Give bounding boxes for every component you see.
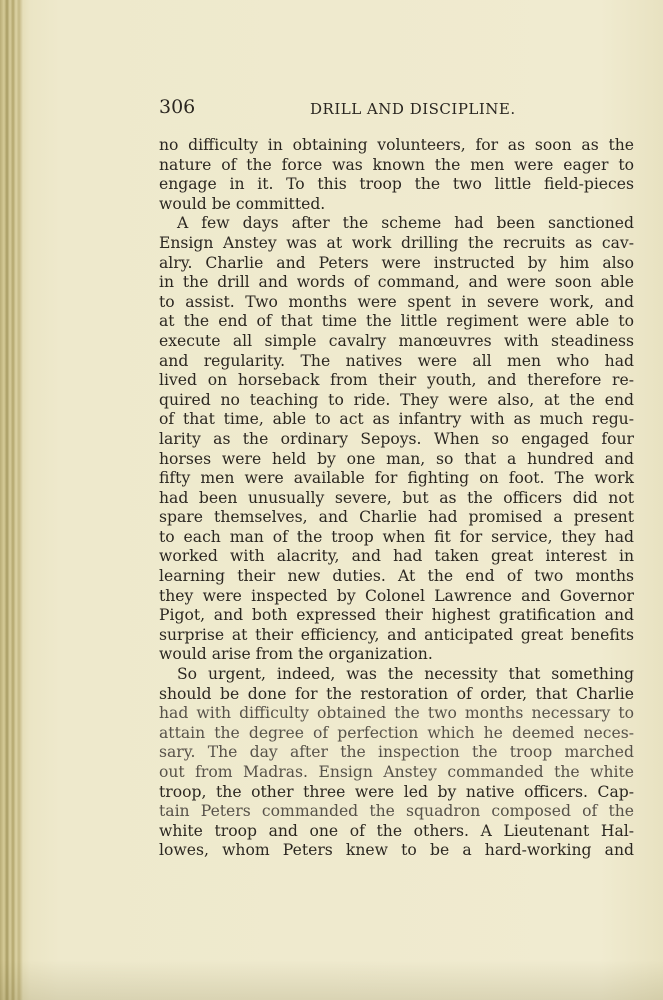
text-line: would arise from the organization. [159, 645, 433, 664]
text-line: A few days after the scheme had been sanctioned [177, 214, 634, 233]
text-line: sary. The day after the inspection the troop marched [159, 743, 634, 762]
text-line: to assist. Two months were spent in severe work, and [159, 292, 634, 311]
text-line: out from Madras. Ensign Anstey commanded the white [159, 763, 634, 781]
text-line: troop, the other three were led by native officers. Cap- [159, 782, 634, 801]
text-line: alry. Charlie and Peters were instructed by him also [159, 253, 634, 272]
running-head: DRILL AND DISCIPLINE. [310, 100, 516, 118]
page-header [159, 96, 634, 122]
text-line: white troop and one of the others. A Lieutenant Hal- [159, 821, 634, 840]
text-line: larity as the ordinary Sepoys. When so engaged four [159, 429, 634, 448]
text-line: should be done for the restoration of order, that Charlie [159, 684, 634, 703]
text-line: worked with alacrity, and had taken great interest in [159, 547, 634, 566]
body-text [159, 136, 634, 861]
page-number: 306 [159, 96, 196, 118]
text-line: they were inspected by Colonel Lawrence and Governor [159, 586, 634, 605]
text-line: spare themselves, and Charlie had promised a present [159, 508, 634, 527]
text-line: Pigot, and both expressed their highest gratification and [159, 606, 634, 625]
text-line: at the end of that time the little regiment were able to [159, 312, 634, 331]
text-line: horses were held by one man, so that a hundred and [159, 449, 634, 468]
text-line: quired no teaching to ride. They were also, at the end [159, 390, 634, 409]
text-line: execute all simple cavalry manœuvres with steadiness [159, 331, 634, 350]
text-line: learning their new duties. At the end of two months [159, 567, 634, 586]
text-line: and regularity. The natives were all men who had [159, 351, 634, 370]
text-line: fifty men were available for fighting on foot. The work [159, 469, 634, 488]
text-line: lowes, whom Peters knew to be a hard-working and [159, 841, 634, 860]
text-line: of that time, able to act as infantry with as much regu- [159, 410, 634, 429]
text-line: So urgent, indeed, was the necessity that something [177, 665, 634, 684]
text-line: tain Peters commanded the squadron composed of the [159, 802, 634, 821]
text-line: attain the degree of perfection which he deemed neces- [159, 723, 634, 742]
text-line: Ensign Anstey was at work drilling the recruits as cav- [159, 233, 634, 252]
text-line: surprise at their efficiency, and anticipated great benefits [159, 625, 634, 644]
text-line: had been unusually severe, but as the officers did not [159, 488, 634, 507]
text-line: nature of the force was known the men were eager to [159, 155, 634, 174]
text-line: engage in it. To this troop the two little field-pieces [159, 175, 634, 194]
text-line: lived on horseback from their youth, and therefore re- [159, 371, 634, 390]
text-line: would be committed. [159, 194, 326, 213]
text-line: in the drill and words of command, and were soon able [159, 273, 634, 292]
text-line: no difficulty in obtaining volunteers, for as soon as the [159, 136, 634, 154]
text-line: had with difficulty obtained the two months necessary to [159, 704, 634, 723]
text-line: to each man of the troop when fit for service, they had [159, 527, 634, 546]
